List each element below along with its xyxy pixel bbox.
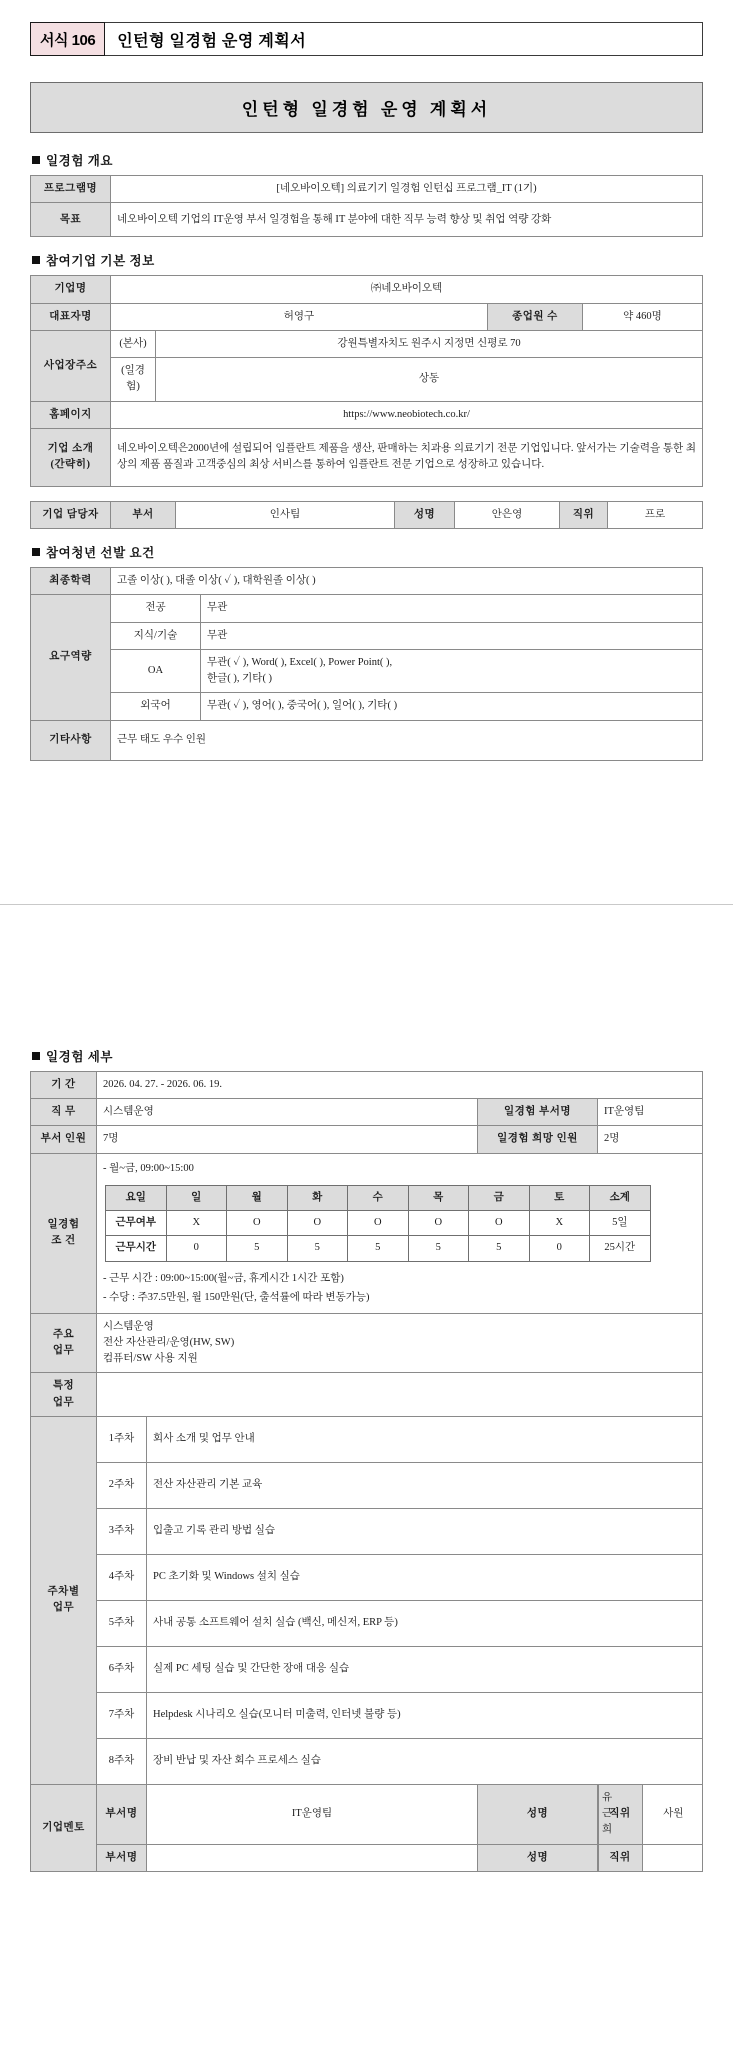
condition-label-line1: 일경험 (47, 1218, 80, 1230)
weekly-week-label: 4주차 (97, 1554, 147, 1600)
major-label: 전공 (111, 595, 201, 622)
period-value: 2026. 04. 27. - 2026. 06. 19. (97, 1071, 703, 1098)
section-heading-detail (32, 1047, 703, 1065)
schedule-header-cell: 소계 (590, 1185, 651, 1210)
table-row (31, 428, 703, 486)
weekly-task-label-line2: 업무 (52, 1602, 75, 1614)
special-task-label (31, 1373, 97, 1417)
mentor-dept-label: 부서명 (97, 1784, 147, 1844)
table-row (31, 1844, 703, 1871)
knowledge-label: 지식/기술 (111, 622, 201, 649)
detail-table (30, 1071, 703, 1872)
table-row (31, 1784, 703, 1844)
mentor-title-value: 사원 (642, 1785, 704, 1844)
condition-note-top: - 월~금, 09:00~15:00 (103, 1162, 194, 1174)
square-bullet-icon (32, 1052, 40, 1060)
table-row (31, 1462, 703, 1508)
mentor-dept-label: 부서명 (97, 1844, 147, 1871)
schedule-cell: 5 (469, 1236, 530, 1261)
table-row (31, 303, 703, 330)
schedule-cell: 5 (348, 1236, 409, 1261)
condition-label-line2: 조 건 (51, 1235, 76, 1247)
mentor-label: 기업멘토 (31, 1784, 97, 1871)
program-name-value: [네오바이오텍] 의료기기 일경험 인턴십 프로그램_IT (1기) (111, 176, 703, 203)
weekly-task-label (31, 1416, 97, 1784)
address-hq-value: 강원특별자치도 원주시 지정면 신평로 70 (156, 330, 703, 357)
homepage-value[interactable]: https://www.neobiotech.co.kr/ (111, 401, 703, 428)
company-name-label: 기업명 (31, 276, 111, 303)
company-intro-label (31, 428, 111, 486)
main-task-label (31, 1313, 97, 1373)
section-heading-requirements-label: 참여청년 선발 요건 (46, 546, 155, 561)
dept-size-value: 7명 (97, 1126, 478, 1153)
schedule-cell: O (348, 1211, 409, 1236)
education-value: 고졸 이상( ), 대졸 이상( ✓ ), 대학원졸 이상( ) (111, 568, 703, 595)
weekly-week-label: 5주차 (97, 1600, 147, 1646)
form-number-badge: 서식 106 (30, 22, 105, 56)
schedule-cell: 5 (227, 1236, 288, 1261)
table-row (31, 568, 703, 595)
special-task-label-line1: 특정 (52, 1380, 75, 1392)
document-page-1 (0, 0, 733, 785)
mentor-dept-value: IT운영팀 (147, 1784, 478, 1844)
mentor-title-value (642, 1845, 704, 1871)
table-row (31, 1692, 703, 1738)
table-row (31, 276, 703, 303)
schedule-row-label: 근무여부 (106, 1211, 167, 1236)
overview-table (30, 175, 703, 237)
document-title: 인턴형 일경험 운영 계획서 (105, 22, 703, 56)
schedule-cell: 5 (408, 1236, 469, 1261)
square-bullet-icon (32, 156, 40, 164)
weekly-task-text: 전산 자산관리 기본 교육 (147, 1462, 703, 1508)
schedule-header-cell: 금 (469, 1185, 530, 1210)
table-row (31, 1126, 703, 1153)
oa-label: OA (111, 649, 201, 693)
employees-label: 종업원 수 (487, 303, 582, 330)
program-name-label: 프로그램명 (31, 176, 111, 203)
schedule-cell: 0 (529, 1236, 590, 1261)
job-label: 직 무 (31, 1098, 97, 1125)
address-site-tag: (일경험) (111, 358, 156, 402)
period-label: 기 간 (31, 1071, 97, 1098)
mentor-name-label: 성명 (478, 1784, 598, 1844)
table-row (31, 501, 703, 528)
language-label: 외국어 (111, 693, 201, 720)
table-row (31, 1373, 703, 1417)
oa-value-line2: 한글( ), 기타( ) (207, 673, 273, 685)
schedule-cell: O (469, 1211, 530, 1236)
section-heading-requirements (32, 543, 703, 561)
document-header (30, 22, 703, 56)
table-row (31, 1071, 703, 1098)
table-row (31, 1098, 703, 1125)
job-value: 시스템운영 (97, 1098, 478, 1125)
weekly-task-text: 입출고 기록 관리 방법 실습 (147, 1508, 703, 1554)
schedule-header-cell: 월 (227, 1185, 288, 1210)
schedule-row-label: 근무시간 (106, 1236, 167, 1261)
schedule-header-cell: 화 (287, 1185, 348, 1210)
weekly-task-text: PC 초기화 및 Windows 설치 실습 (147, 1554, 703, 1600)
address-hq-tag: (본사) (111, 330, 156, 357)
contact-title-value: 프로 (608, 501, 703, 528)
page-break-whitespace (0, 905, 733, 1025)
section-heading-overview-label: 일경험 개요 (46, 154, 114, 168)
table-row (31, 1313, 703, 1373)
weekly-week-label: 8주차 (97, 1738, 147, 1784)
company-contact-table (30, 501, 703, 529)
company-intro-label-line1: 기업 소개 (47, 443, 94, 455)
schedule-cell: O (408, 1211, 469, 1236)
schedule-header-cell: 일 (166, 1185, 227, 1210)
table-row (31, 720, 703, 760)
schedule-cell: 5일 (590, 1211, 651, 1236)
section-heading-company (32, 251, 703, 269)
table-row (31, 358, 703, 402)
mentor-name-title-cell (598, 1784, 703, 1844)
schedule-hours-row (106, 1236, 651, 1261)
table-row (31, 1738, 703, 1784)
table-row (31, 203, 703, 237)
education-label: 최종학력 (31, 568, 111, 595)
condition-cell (97, 1153, 703, 1313)
table-row (31, 693, 703, 720)
oa-value-line1: 무관( ✓ ), Word( ), Excel( ), Power Point( ), (207, 656, 393, 668)
oa-value (201, 649, 703, 693)
schedule-cell: O (287, 1211, 348, 1236)
mentor-name-label: 성명 (478, 1844, 598, 1871)
weekly-week-label: 6주차 (97, 1646, 147, 1692)
section-heading-overview (32, 151, 703, 169)
schedule-work-row (106, 1211, 651, 1236)
mentor-dept-value (147, 1844, 478, 1871)
contact-title-label: 직위 (560, 501, 608, 528)
weekly-task-label-line1: 주차별 (47, 1586, 80, 1598)
wanted-count-value: 2명 (598, 1126, 703, 1153)
weekly-task-text: 사내 공통 소프트웨어 설치 실습 (백신, 메신저, ERP 등) (147, 1600, 703, 1646)
mentor-name-title-cell (598, 1844, 703, 1871)
address-label: 사업장주소 (31, 330, 111, 401)
section-heading-detail-label: 일경험 세부 (46, 1049, 114, 1064)
dept-name-label: 일경험 부서명 (478, 1098, 598, 1125)
homepage-label: 홈페이지 (31, 401, 111, 428)
square-bullet-icon (32, 548, 40, 556)
schedule-header-cell: 요일 (106, 1185, 167, 1210)
weekly-task-text: Helpdesk 시나리오 실습(모니터 미출력, 인터넷 불량 등) (147, 1692, 703, 1738)
contact-name-value: 안은영 (455, 501, 560, 528)
table-row (31, 176, 703, 203)
condition-note-2: - 수당 : 주37.5만원, 월 150만원(단, 출석률에 따라 변동가능) (103, 1292, 370, 1304)
ceo-label: 대표자명 (31, 303, 111, 330)
special-task-label-line2: 업무 (52, 1396, 75, 1408)
schedule-cell: 0 (166, 1236, 227, 1261)
main-task-line: 시스템운영 (103, 1320, 154, 1332)
employees-value: 약 460명 (582, 303, 702, 330)
contact-dept-label: 부서 (111, 501, 176, 528)
weekly-task-text: 장비 반납 및 자산 회수 프로세스 실습 (147, 1738, 703, 1784)
page-break-separator (0, 785, 733, 905)
schedule-cell: O (227, 1211, 288, 1236)
special-task-value (97, 1373, 703, 1417)
weekly-week-label: 2주차 (97, 1462, 147, 1508)
company-intro-value: 네오바이오텍은2000년에 설립되어 임플란트 제품을 생산, 판매하는 치과용 의료기기 전문 기업입니다. 앞서가는 기술력을 통한 최상의 제품 품질과 고객중심의 최상 서비스를 통하여 임플란트 전문 기업으로 성장하고 있습니다. (111, 428, 703, 486)
weekly-week-label: 3주차 (97, 1508, 147, 1554)
weekly-schedule-table (105, 1185, 651, 1262)
schedule-cell: 5 (287, 1236, 348, 1261)
schedule-header-cell: 목 (408, 1185, 469, 1210)
main-task-label-line2: 업무 (52, 1344, 75, 1356)
table-row (31, 622, 703, 649)
address-site-value: 상동 (156, 358, 703, 402)
company-info-table (30, 275, 703, 487)
document-page-2 (0, 1025, 733, 1896)
language-value: 무관( ✓ ), 영어( ), 중국어( ), 일어( ), 기타( ) (201, 693, 703, 720)
company-intro-label-line2: (간략히) (50, 459, 91, 471)
table-row (31, 1600, 703, 1646)
table-row (31, 1646, 703, 1692)
section-heading-company-label: 참여기업 기본 정보 (46, 254, 155, 269)
table-row (31, 401, 703, 428)
table-row (31, 1153, 703, 1313)
table-row (31, 649, 703, 693)
schedule-cell: X (166, 1211, 227, 1236)
etc-label: 기타사항 (31, 720, 111, 760)
main-task-line: 컴퓨터/SW 사용 지원 (103, 1353, 198, 1365)
weekly-week-label: 1주차 (97, 1416, 147, 1462)
document-banner-title: 인턴형 일경험 운영 계획서 (30, 82, 703, 133)
goal-label: 목표 (31, 203, 111, 237)
competency-label: 요구역량 (31, 595, 111, 720)
schedule-cell: 25시간 (590, 1236, 651, 1261)
company-name-value: ㈜네오바이오텍 (111, 276, 703, 303)
mentor-title-label: 직위 (598, 1785, 642, 1844)
main-task-value (97, 1313, 703, 1373)
contact-dept-value: 인사팀 (176, 501, 395, 528)
etc-value: 근무 태도 우수 인원 (111, 720, 703, 760)
wanted-count-label: 일경험 희망 인원 (478, 1126, 598, 1153)
contact-label: 기업 담당자 (31, 501, 111, 528)
main-task-label-line1: 주요 (52, 1328, 75, 1340)
weekly-task-text: 실제 PC 세팅 실습 및 간단한 장애 대응 실습 (147, 1646, 703, 1692)
weekly-task-text: 회사 소개 및 업무 안내 (147, 1416, 703, 1462)
major-value: 무관 (201, 595, 703, 622)
weekly-week-label: 7주차 (97, 1692, 147, 1738)
table-row (31, 1508, 703, 1554)
condition-note-1: - 근무 시간 : 09:00~15:00(월~금, 휴게시간 1시간 포함) (103, 1272, 344, 1284)
ceo-value: 허영구 (111, 303, 488, 330)
table-row (31, 1554, 703, 1600)
condition-label (31, 1153, 97, 1313)
dept-name-value: IT운영팀 (598, 1098, 703, 1125)
schedule-header-row (106, 1185, 651, 1210)
dept-size-label: 부서 인원 (31, 1126, 97, 1153)
contact-name-label: 성명 (395, 501, 455, 528)
square-bullet-icon (32, 256, 40, 264)
schedule-header-cell: 수 (348, 1185, 409, 1210)
goal-value: 네오바이오텍 기업의 IT운영 부서 일경험을 통해 IT 분야에 대한 직무 능력 향상 및 취업 역량 강화 (111, 203, 703, 237)
schedule-cell: X (529, 1211, 590, 1236)
knowledge-value: 무관 (201, 622, 703, 649)
table-row (31, 595, 703, 622)
table-row (31, 330, 703, 357)
schedule-header-cell: 토 (529, 1185, 590, 1210)
main-task-line: 전산 자산관리/운영(HW, SW) (103, 1336, 235, 1348)
table-row (31, 1416, 703, 1462)
mentor-title-label: 직위 (598, 1845, 642, 1871)
requirements-table (30, 567, 703, 761)
